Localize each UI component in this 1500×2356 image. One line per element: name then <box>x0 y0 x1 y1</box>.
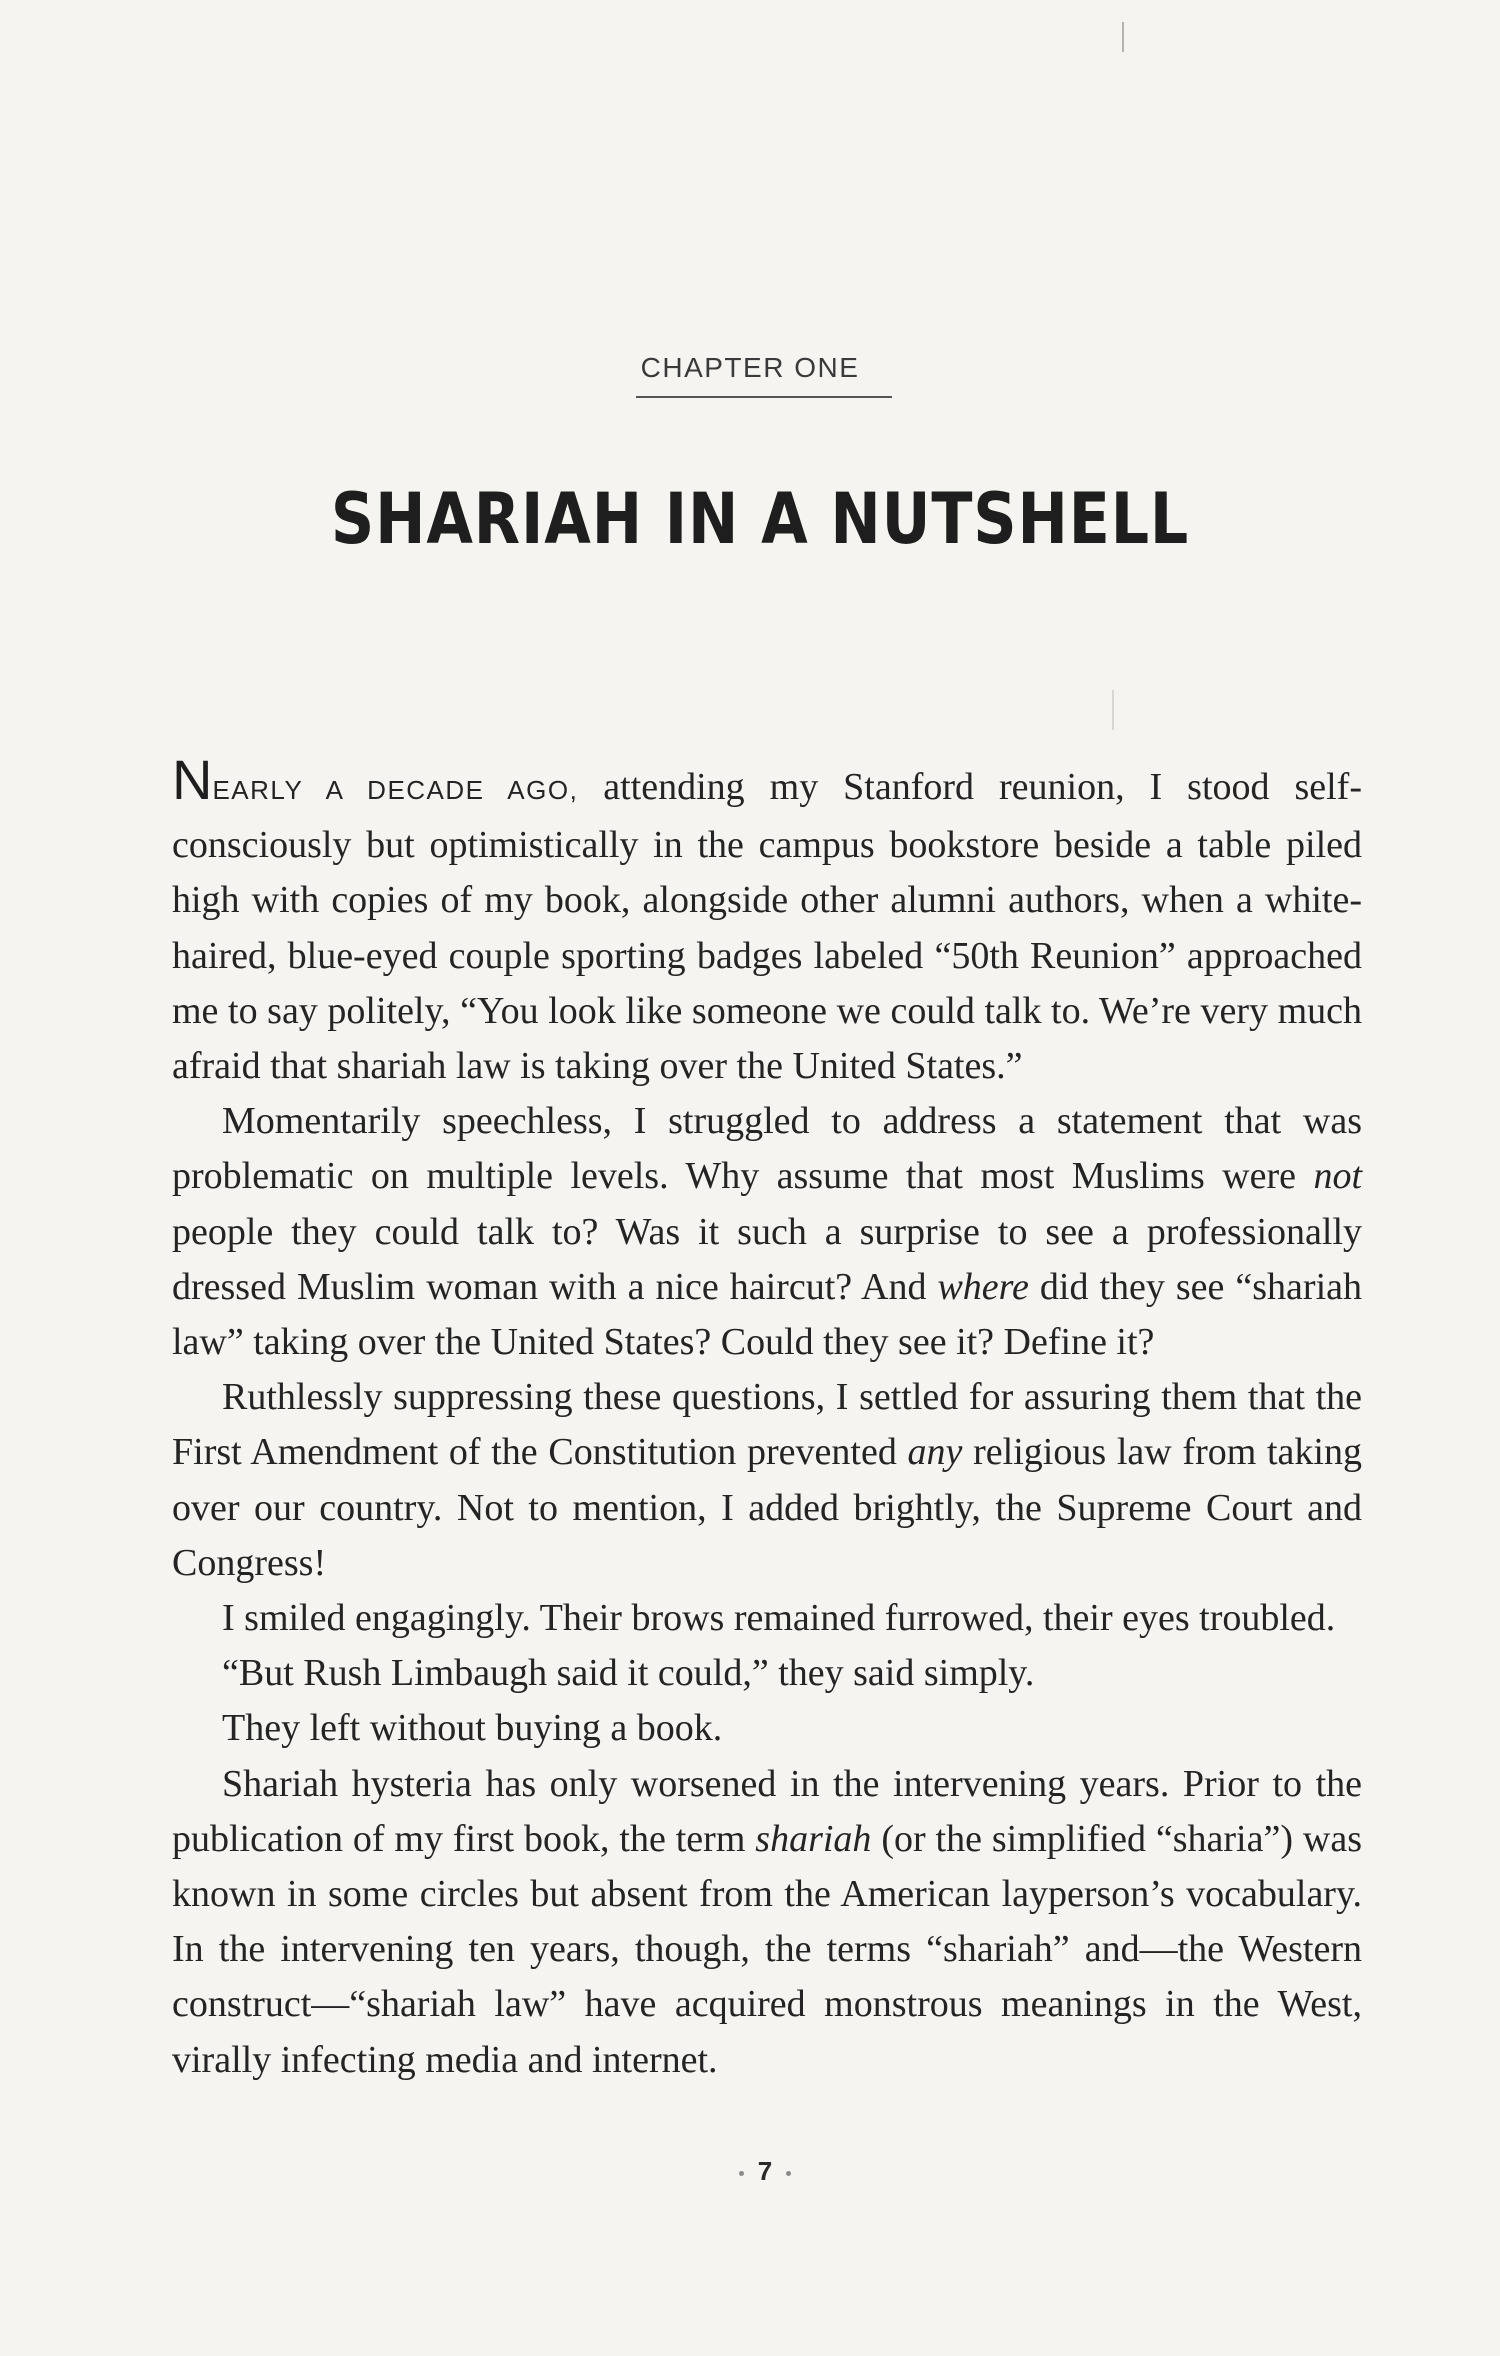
paragraph-text: Shariah hysteria has only worsened in the intervening years. Prior to the publication of my first book, the term <box>172 1762 1362 1860</box>
page-number-dot <box>739 2171 744 2176</box>
paragraph-text: did they see “shariah law” taking over the United States? Could they see it? Define it? <box>172 1265 1362 1364</box>
paragraph-5: “But Rush Limbaugh said it could,” they said simply. <box>222 1652 1035 1695</box>
paragraph-1 <box>172 748 1362 1094</box>
drop-cap: N <box>172 748 213 811</box>
paragraph-2 <box>172 1094 1362 1370</box>
scan-speck <box>1122 22 1124 52</box>
paragraph-4: I smiled engagingly. Their brows remained furrowed, their eyes troubled. <box>222 1597 1336 1640</box>
emphasis-text: not <box>1313 1155 1362 1198</box>
paragraph-text: religious law from taking over our country. Not to mention, I added brightly, the Supreme Court and Congress! <box>172 1431 1362 1584</box>
scan-speck <box>1112 690 1114 730</box>
paragraph-text: attending my Stanford reunion, I stood self-consciously but optimistically in the campus bookstore beside a table piled high with copies of my book, alongside other alumni authors, when a white-haired, blue-eyed couple sporting badges labeled “50th Reunion” approached me to say politely, “You look like someone we could talk to. We’re very much afraid that shariah law is taking over the United States.” <box>172 766 1362 1088</box>
paragraph-3 <box>172 1370 1362 1591</box>
paragraph-text: Ruthlessly suppressing these questions, I settled for assuring them that the First Amendment of the Constitution prevented <box>172 1376 1362 1474</box>
paragraph-text: Momentarily speechless, I struggled to address a statement that was problematic on multiple levels. Why assume that most Muslims were <box>172 1100 1362 1198</box>
page-number-dot <box>786 2171 791 2176</box>
chapter-label: CHAPTER ONE <box>640 352 860 383</box>
chapter-title: SHARIAH IN A NUTSHELL <box>330 478 1190 560</box>
body-text <box>172 748 1362 2088</box>
paragraph-text: (or the simplified “sharia”) was known in some circles but absent from the American layperson’s vocabulary. In the intervening ten years, though, the terms “shariah” and—the Western construct—“shariah law” have acquired monstrous meanings in the West, virally infecting media and internet. <box>172 1817 1362 2081</box>
paragraph-text: people they could talk to? Was it such a surprise to see a professionally dressed Muslim woman with a nice haircut? And <box>172 1210 1362 1308</box>
chapter-rule <box>636 396 892 398</box>
emphasis-text: shariah <box>755 1817 872 1860</box>
emphasis-text: where <box>937 1265 1029 1308</box>
paragraph-6: They left without buying a book. <box>222 1707 723 1750</box>
page-number-value: 7 <box>757 2156 773 2186</box>
paragraph-7 <box>172 1757 1362 2088</box>
page-number <box>0 2156 1500 2187</box>
emphasis-text: any <box>907 1431 963 1474</box>
opening-small-caps: EARLY A DECADE AGO, <box>212 775 579 805</box>
